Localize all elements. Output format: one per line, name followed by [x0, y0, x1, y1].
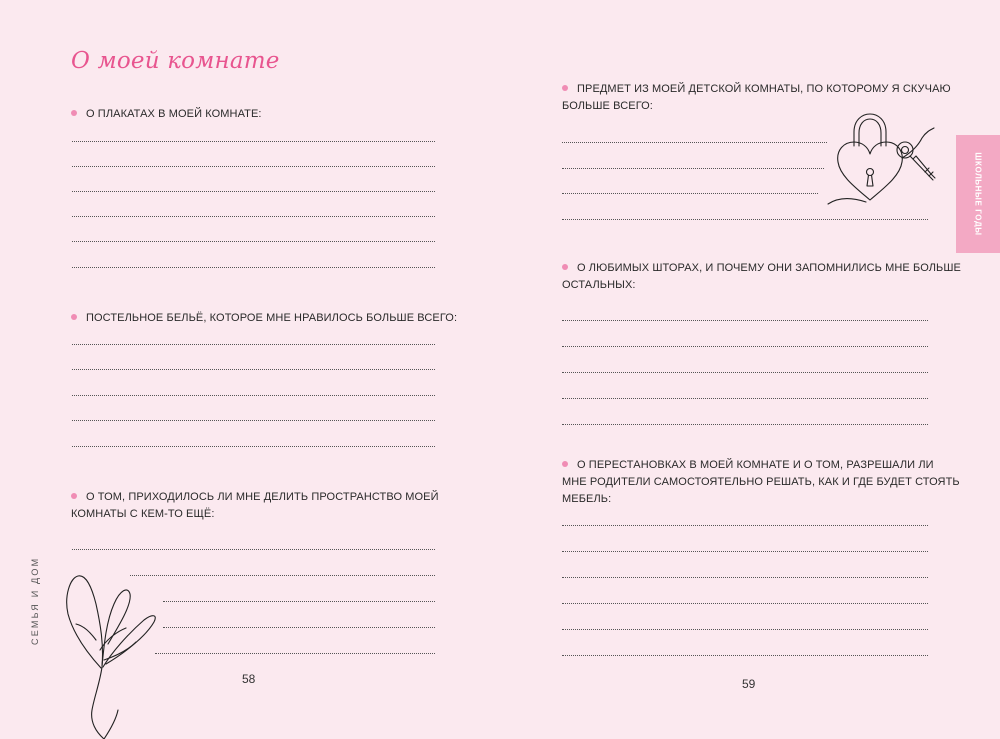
- answer-line[interactable]: [562, 655, 928, 656]
- answer-line[interactable]: [72, 369, 435, 370]
- answer-line[interactable]: [562, 168, 824, 169]
- answer-line[interactable]: [72, 344, 435, 345]
- answer-line[interactable]: [562, 424, 928, 425]
- prompt-bedding: ПОСТЕЛЬНОЕ БЕЛЬЁ, КОТОРОЕ МНЕ НРАВИЛОСЬ БОЛЬШЕ ВСЕГО:: [71, 310, 457, 327]
- page-title: О моей комнате: [71, 48, 280, 74]
- prompt-rearrangement: О ПЕРЕСТАНОВКАХ В МОЕЙ КОМНАТЕ И О ТОМ, РАЗРЕШАЛИ ЛИ МНЕ РОДИТЕЛИ САМОСТОЯТЕЛЬНО РЕШАТЬ, КАК И ГДЕ БУДЕТ СТОЯТЬ МЕБЕЛЬ:: [562, 459, 960, 505]
- answer-line[interactable]: [72, 267, 435, 268]
- page-number-left: 58: [242, 672, 256, 686]
- answer-line[interactable]: [562, 603, 928, 604]
- bullet-icon: [562, 461, 568, 467]
- side-tab-label: ШКОЛЬНЫЕ ГОДЫ: [973, 152, 983, 236]
- answer-line[interactable]: [72, 141, 435, 142]
- answer-line[interactable]: [562, 219, 928, 220]
- page-number-right: 59: [742, 677, 756, 691]
- answer-line[interactable]: [72, 166, 435, 167]
- bullet-icon: [562, 85, 568, 91]
- bullet-icon: [71, 110, 77, 116]
- answer-line[interactable]: [72, 241, 435, 242]
- running-title: СЕМЬЯ И ДОМ: [30, 556, 40, 645]
- answer-line[interactable]: [562, 551, 928, 552]
- prompt-curtains: О ЛЮБИМЫХ ШТОРАХ, И ПОЧЕМУ ОНИ ЗАПОМНИЛИСЬ МНЕ БОЛЬШЕ ОСТАЛЬНЫХ:: [562, 262, 961, 291]
- bullet-icon: [562, 264, 568, 270]
- answer-line[interactable]: [562, 629, 928, 630]
- answer-line[interactable]: [72, 395, 435, 396]
- flower-illustration: [60, 570, 170, 739]
- answer-line[interactable]: [562, 372, 928, 373]
- bullet-icon: [71, 314, 77, 320]
- key-icon: [895, 138, 939, 184]
- answer-line[interactable]: [562, 346, 928, 347]
- answer-line[interactable]: [72, 420, 435, 421]
- prompt-posters: О ПЛАКАТАХ В МОЕЙ КОМНАТЕ:: [71, 106, 262, 123]
- answer-line[interactable]: [155, 653, 435, 654]
- answer-line[interactable]: [562, 398, 928, 399]
- answer-line[interactable]: [163, 601, 435, 602]
- answer-line[interactable]: [562, 142, 827, 143]
- answer-line[interactable]: [163, 627, 435, 628]
- prompt-missed-item: ПРЕДМЕТ ИЗ МОЕЙ ДЕТСКОЙ КОМНАТЫ, ПО КОТОРОМУ Я СКУЧАЮ БОЛЬШЕ ВСЕГО:: [562, 83, 951, 112]
- answer-line[interactable]: [562, 577, 928, 578]
- answer-line[interactable]: [562, 193, 818, 194]
- answer-line[interactable]: [562, 525, 928, 526]
- side-tab-school-years[interactable]: [956, 135, 1000, 253]
- answer-line[interactable]: [72, 191, 435, 192]
- answer-line[interactable]: [72, 549, 435, 550]
- bullet-icon: [71, 493, 77, 499]
- answer-line[interactable]: [562, 320, 928, 321]
- answer-line[interactable]: [72, 216, 435, 217]
- prompt-sharing: О ТОМ, ПРИХОДИЛОСЬ ЛИ МНЕ ДЕЛИТЬ ПРОСТРАНСТВО МОЕЙ КОМНАТЫ С КЕМ-ТО ЕЩЁ:: [71, 491, 439, 520]
- answer-line[interactable]: [72, 446, 435, 447]
- answer-line[interactable]: [130, 575, 435, 576]
